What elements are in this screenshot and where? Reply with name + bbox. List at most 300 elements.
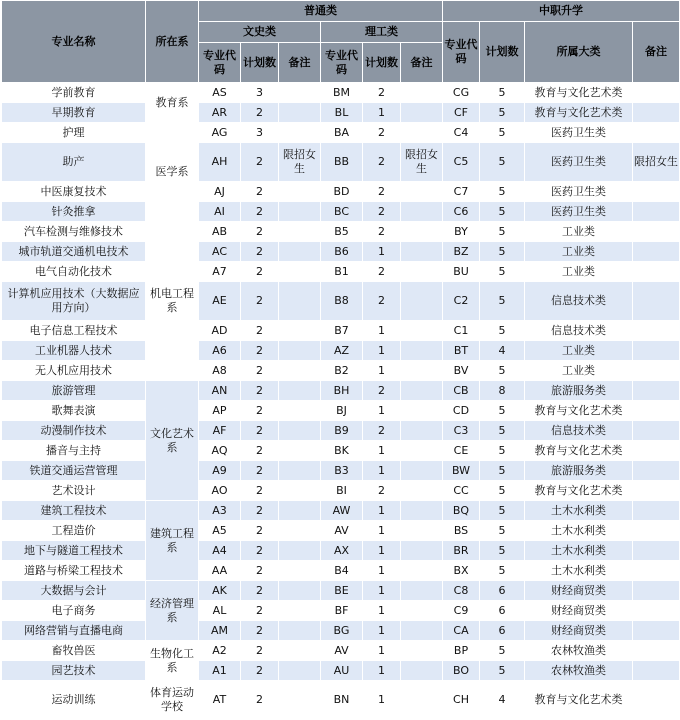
wen-code-cell: AQ bbox=[199, 441, 241, 461]
zz-note-cell bbox=[633, 641, 680, 661]
li-plan-cell: 1 bbox=[363, 501, 401, 521]
wen-code-cell: A3 bbox=[199, 501, 241, 521]
table-row bbox=[2, 401, 680, 421]
table-header bbox=[2, 1, 680, 83]
zz-note-cell bbox=[633, 561, 680, 581]
li-note-cell bbox=[401, 282, 443, 321]
li-note-cell bbox=[401, 321, 443, 341]
zz-plan-cell: 6 bbox=[480, 601, 525, 621]
wen-code-cell: AP bbox=[199, 401, 241, 421]
header-wen-note: 备注 bbox=[279, 43, 321, 83]
li-code-cell: BD bbox=[321, 182, 363, 202]
zz-category-cell: 医药卫生类 bbox=[525, 123, 633, 143]
li-plan-cell: 2 bbox=[363, 123, 401, 143]
li-note-cell bbox=[401, 641, 443, 661]
major-name-cell: 歌舞表演 bbox=[2, 401, 146, 421]
li-code-cell: BM bbox=[321, 83, 363, 103]
li-note-cell bbox=[401, 581, 443, 601]
zz-note-cell bbox=[633, 581, 680, 601]
zz-category-cell: 土木水利类 bbox=[525, 561, 633, 581]
header-li-note: 备注 bbox=[401, 43, 443, 83]
department-cell: 文化艺术系 bbox=[146, 381, 199, 501]
table-row bbox=[2, 461, 680, 481]
li-code-cell: B1 bbox=[321, 262, 363, 282]
li-code-cell: BJ bbox=[321, 401, 363, 421]
table-row bbox=[2, 501, 680, 521]
zz-plan-cell: 5 bbox=[480, 143, 525, 182]
zz-category-cell: 信息技术类 bbox=[525, 421, 633, 441]
li-note-cell bbox=[401, 661, 443, 681]
li-note-cell bbox=[401, 242, 443, 262]
zz-category-cell: 工业类 bbox=[525, 341, 633, 361]
wen-note-cell bbox=[279, 601, 321, 621]
zz-note-cell bbox=[633, 182, 680, 202]
li-code-cell: AV bbox=[321, 641, 363, 661]
zz-code-cell: CG bbox=[443, 83, 480, 103]
major-name-cell: 建筑工程技术 bbox=[2, 501, 146, 521]
li-plan-cell: 2 bbox=[363, 83, 401, 103]
zz-code-cell: BS bbox=[443, 521, 480, 541]
li-plan-cell: 1 bbox=[363, 521, 401, 541]
zz-note-cell bbox=[633, 123, 680, 143]
li-plan-cell: 1 bbox=[363, 681, 401, 720]
zz-category-cell: 农林牧渔类 bbox=[525, 661, 633, 681]
department-cell: 教育系 bbox=[146, 83, 199, 123]
zz-note-cell: 限招女生 bbox=[633, 143, 680, 182]
wen-note-cell bbox=[279, 641, 321, 661]
zz-category-cell: 医药卫生类 bbox=[525, 182, 633, 202]
wen-note-cell bbox=[279, 421, 321, 441]
wen-plan-cell: 2 bbox=[241, 461, 279, 481]
zz-note-cell bbox=[633, 222, 680, 242]
table-row bbox=[2, 262, 680, 282]
zz-plan-cell: 5 bbox=[480, 421, 525, 441]
zz-code-cell: C1 bbox=[443, 321, 480, 341]
li-note-cell bbox=[401, 541, 443, 561]
zz-plan-cell: 5 bbox=[480, 661, 525, 681]
zz-plan-cell: 5 bbox=[480, 242, 525, 262]
zz-note-cell bbox=[633, 282, 680, 321]
zz-note-cell bbox=[633, 441, 680, 461]
wen-code-cell: A7 bbox=[199, 262, 241, 282]
zz-category-cell: 旅游服务类 bbox=[525, 381, 633, 401]
li-plan-cell: 2 bbox=[363, 262, 401, 282]
wen-plan-cell: 2 bbox=[241, 481, 279, 501]
zz-category-cell: 土木水利类 bbox=[525, 501, 633, 521]
major-name-cell: 计算机应用技术（大数据应用方向） bbox=[2, 282, 146, 321]
major-name-cell: 地下与隧道工程技术 bbox=[2, 541, 146, 561]
major-name-cell: 电子商务 bbox=[2, 601, 146, 621]
wen-plan-cell: 2 bbox=[241, 262, 279, 282]
department-cell: 医学系 bbox=[146, 123, 199, 222]
li-plan-cell: 2 bbox=[363, 182, 401, 202]
zz-plan-cell: 6 bbox=[480, 581, 525, 601]
header-wen-plan: 计划数 bbox=[241, 43, 279, 83]
zz-code-cell: C9 bbox=[443, 601, 480, 621]
zz-code-cell: C5 bbox=[443, 143, 480, 182]
zz-category-cell: 土木水利类 bbox=[525, 521, 633, 541]
wen-note-cell bbox=[279, 361, 321, 381]
li-plan-cell: 1 bbox=[363, 321, 401, 341]
major-name-cell: 中医康复技术 bbox=[2, 182, 146, 202]
li-note-cell bbox=[401, 222, 443, 242]
zz-category-cell: 财经商贸类 bbox=[525, 621, 633, 641]
wen-plan-cell: 2 bbox=[241, 621, 279, 641]
wen-plan-cell: 2 bbox=[241, 381, 279, 401]
zz-plan-cell: 5 bbox=[480, 202, 525, 222]
zz-plan-cell: 5 bbox=[480, 83, 525, 103]
wen-note-cell bbox=[279, 681, 321, 720]
header-zz-note: 备注 bbox=[633, 22, 680, 83]
wen-code-cell: AF bbox=[199, 421, 241, 441]
wen-note-cell bbox=[279, 282, 321, 321]
header-zz-code: 专业代码 bbox=[443, 22, 480, 83]
wen-note-cell bbox=[279, 202, 321, 222]
zz-plan-cell: 5 bbox=[480, 441, 525, 461]
zz-category-cell: 教育与文化艺术类 bbox=[525, 481, 633, 501]
wen-note-cell bbox=[279, 341, 321, 361]
li-note-cell bbox=[401, 681, 443, 720]
wen-note-cell bbox=[279, 561, 321, 581]
wen-code-cell: AG bbox=[199, 123, 241, 143]
zz-note-cell bbox=[633, 341, 680, 361]
major-name-cell: 电气自动化技术 bbox=[2, 262, 146, 282]
wen-code-cell: AM bbox=[199, 621, 241, 641]
zz-plan-cell: 5 bbox=[480, 561, 525, 581]
li-note-cell bbox=[401, 341, 443, 361]
major-name-cell: 汽车检测与维修技术 bbox=[2, 222, 146, 242]
zz-note-cell bbox=[633, 321, 680, 341]
zz-plan-cell: 6 bbox=[480, 621, 525, 641]
wen-code-cell: AL bbox=[199, 601, 241, 621]
wen-plan-cell: 2 bbox=[241, 341, 279, 361]
li-note-cell bbox=[401, 361, 443, 381]
li-plan-cell: 2 bbox=[363, 222, 401, 242]
header-general: 普通类 bbox=[199, 1, 443, 22]
zz-note-cell bbox=[633, 401, 680, 421]
li-code-cell: B4 bbox=[321, 561, 363, 581]
li-note-cell: 限招女生 bbox=[401, 143, 443, 182]
li-note-cell bbox=[401, 521, 443, 541]
zz-code-cell: BX bbox=[443, 561, 480, 581]
wen-plan-cell: 2 bbox=[241, 561, 279, 581]
table-row bbox=[2, 481, 680, 501]
zz-plan-cell: 5 bbox=[480, 541, 525, 561]
wen-code-cell: AC bbox=[199, 242, 241, 262]
li-plan-cell: 1 bbox=[363, 541, 401, 561]
wen-plan-cell: 2 bbox=[241, 421, 279, 441]
wen-note-cell bbox=[279, 661, 321, 681]
table-row bbox=[2, 282, 680, 321]
li-code-cell: BA bbox=[321, 123, 363, 143]
zz-plan-cell: 5 bbox=[480, 641, 525, 661]
zz-plan-cell: 5 bbox=[480, 321, 525, 341]
wen-code-cell: AS bbox=[199, 83, 241, 103]
li-plan-cell: 1 bbox=[363, 561, 401, 581]
zz-note-cell bbox=[633, 202, 680, 222]
li-note-cell bbox=[401, 601, 443, 621]
wen-code-cell: AH bbox=[199, 143, 241, 182]
zz-note-cell bbox=[633, 361, 680, 381]
header-science: 理工类 bbox=[321, 22, 443, 43]
table-row bbox=[2, 541, 680, 561]
table-row bbox=[2, 621, 680, 641]
li-code-cell: BL bbox=[321, 103, 363, 123]
li-code-cell: BF bbox=[321, 601, 363, 621]
zz-note-cell bbox=[633, 521, 680, 541]
major-name-cell: 网络营销与直播电商 bbox=[2, 621, 146, 641]
wen-plan-cell: 2 bbox=[241, 581, 279, 601]
wen-code-cell: A1 bbox=[199, 661, 241, 681]
zz-code-cell: BV bbox=[443, 361, 480, 381]
zz-category-cell: 医药卫生类 bbox=[525, 143, 633, 182]
zz-note-cell bbox=[633, 381, 680, 401]
major-name-cell: 电子信息工程技术 bbox=[2, 321, 146, 341]
major-name-cell: 护理 bbox=[2, 123, 146, 143]
li-plan-cell: 2 bbox=[363, 143, 401, 182]
li-note-cell bbox=[401, 461, 443, 481]
table-row bbox=[2, 123, 680, 143]
table-row bbox=[2, 103, 680, 123]
wen-plan-cell: 2 bbox=[241, 661, 279, 681]
zz-code-cell: CC bbox=[443, 481, 480, 501]
li-code-cell: AX bbox=[321, 541, 363, 561]
zz-plan-cell: 5 bbox=[480, 103, 525, 123]
header-li-plan: 计划数 bbox=[363, 43, 401, 83]
zz-category-cell: 医药卫生类 bbox=[525, 202, 633, 222]
zz-plan-cell: 5 bbox=[480, 262, 525, 282]
major-name-cell: 播音与主持 bbox=[2, 441, 146, 461]
li-code-cell: AU bbox=[321, 661, 363, 681]
wen-note-cell bbox=[279, 441, 321, 461]
wen-plan-cell: 2 bbox=[241, 242, 279, 262]
wen-code-cell: AK bbox=[199, 581, 241, 601]
zz-category-cell: 工业类 bbox=[525, 222, 633, 242]
zz-code-cell: C4 bbox=[443, 123, 480, 143]
li-note-cell bbox=[401, 182, 443, 202]
major-name-cell: 无人机应用技术 bbox=[2, 361, 146, 381]
zz-plan-cell: 5 bbox=[480, 282, 525, 321]
li-plan-cell: 1 bbox=[363, 641, 401, 661]
wen-note-cell bbox=[279, 182, 321, 202]
li-plan-cell: 1 bbox=[363, 401, 401, 421]
zz-code-cell: BY bbox=[443, 222, 480, 242]
table-row bbox=[2, 581, 680, 601]
wen-note-cell bbox=[279, 262, 321, 282]
li-note-cell bbox=[401, 561, 443, 581]
department-cell: 经济管理系 bbox=[146, 581, 199, 641]
table-row bbox=[2, 222, 680, 242]
wen-code-cell: AE bbox=[199, 282, 241, 321]
wen-plan-cell: 2 bbox=[241, 143, 279, 182]
enrollment-plan-table bbox=[1, 0, 680, 720]
wen-code-cell: AB bbox=[199, 222, 241, 242]
zz-category-cell: 信息技术类 bbox=[525, 282, 633, 321]
li-plan-cell: 1 bbox=[363, 341, 401, 361]
li-plan-cell: 1 bbox=[363, 581, 401, 601]
zz-plan-cell: 5 bbox=[480, 401, 525, 421]
table-row bbox=[2, 381, 680, 401]
zz-plan-cell: 5 bbox=[480, 182, 525, 202]
zz-code-cell: C6 bbox=[443, 202, 480, 222]
li-code-cell: BG bbox=[321, 621, 363, 641]
zz-plan-cell: 5 bbox=[480, 361, 525, 381]
major-name-cell: 工程造价 bbox=[2, 521, 146, 541]
zz-category-cell: 农林牧渔类 bbox=[525, 641, 633, 661]
li-code-cell: B6 bbox=[321, 242, 363, 262]
major-name-cell: 针灸推拿 bbox=[2, 202, 146, 222]
zz-category-cell: 教育与文化艺术类 bbox=[525, 83, 633, 103]
major-name-cell: 道路与桥梁工程技术 bbox=[2, 561, 146, 581]
wen-code-cell: AJ bbox=[199, 182, 241, 202]
zz-note-cell bbox=[633, 83, 680, 103]
wen-plan-cell: 2 bbox=[241, 601, 279, 621]
header-department: 所在系 bbox=[146, 1, 199, 83]
header-zz-category: 所属大类 bbox=[525, 22, 633, 83]
wen-code-cell: A8 bbox=[199, 361, 241, 381]
zz-plan-cell: 8 bbox=[480, 381, 525, 401]
zz-code-cell: BQ bbox=[443, 501, 480, 521]
major-name-cell: 园艺技术 bbox=[2, 661, 146, 681]
li-plan-cell: 1 bbox=[363, 441, 401, 461]
zz-code-cell: CE bbox=[443, 441, 480, 461]
header-zz-plan: 计划数 bbox=[480, 22, 525, 83]
li-note-cell bbox=[401, 501, 443, 521]
zz-category-cell: 旅游服务类 bbox=[525, 461, 633, 481]
table-row bbox=[2, 641, 680, 661]
wen-note-cell bbox=[279, 381, 321, 401]
zz-code-cell: CF bbox=[443, 103, 480, 123]
li-code-cell: BH bbox=[321, 381, 363, 401]
zz-code-cell: C7 bbox=[443, 182, 480, 202]
wen-plan-cell: 2 bbox=[241, 222, 279, 242]
wen-code-cell: AN bbox=[199, 381, 241, 401]
table-row bbox=[2, 661, 680, 681]
zz-plan-cell: 4 bbox=[480, 341, 525, 361]
li-code-cell: B8 bbox=[321, 282, 363, 321]
department-cell: 生物化工系 bbox=[146, 641, 199, 681]
wen-plan-cell: 2 bbox=[241, 321, 279, 341]
zz-category-cell: 土木水利类 bbox=[525, 541, 633, 561]
wen-plan-cell: 2 bbox=[241, 401, 279, 421]
zz-note-cell bbox=[633, 103, 680, 123]
table-row bbox=[2, 321, 680, 341]
major-name-cell: 大数据与会计 bbox=[2, 581, 146, 601]
table-row bbox=[2, 202, 680, 222]
major-name-cell: 艺术设计 bbox=[2, 481, 146, 501]
zz-plan-cell: 4 bbox=[480, 681, 525, 720]
header-wen-code: 专业代码 bbox=[199, 43, 241, 83]
zz-plan-cell: 5 bbox=[480, 521, 525, 541]
zz-note-cell bbox=[633, 262, 680, 282]
table-row bbox=[2, 361, 680, 381]
li-code-cell: B9 bbox=[321, 421, 363, 441]
li-plan-cell: 2 bbox=[363, 381, 401, 401]
wen-plan-cell: 2 bbox=[241, 541, 279, 561]
li-note-cell bbox=[401, 123, 443, 143]
zz-note-cell bbox=[633, 661, 680, 681]
li-note-cell bbox=[401, 202, 443, 222]
wen-note-cell bbox=[279, 321, 321, 341]
wen-note-cell bbox=[279, 222, 321, 242]
zz-note-cell bbox=[633, 421, 680, 441]
zz-category-cell: 教育与文化艺术类 bbox=[525, 401, 633, 421]
li-code-cell: BI bbox=[321, 481, 363, 501]
li-plan-cell: 1 bbox=[363, 242, 401, 262]
wen-note-cell bbox=[279, 621, 321, 641]
zz-code-cell: CB bbox=[443, 381, 480, 401]
major-name-cell: 学前教育 bbox=[2, 83, 146, 103]
li-note-cell bbox=[401, 83, 443, 103]
li-code-cell: BN bbox=[321, 681, 363, 720]
zz-plan-cell: 5 bbox=[480, 222, 525, 242]
zz-plan-cell: 5 bbox=[480, 461, 525, 481]
major-name-cell: 助产 bbox=[2, 143, 146, 182]
zz-code-cell: CA bbox=[443, 621, 480, 641]
li-code-cell: B3 bbox=[321, 461, 363, 481]
li-plan-cell: 1 bbox=[363, 661, 401, 681]
wen-code-cell: A5 bbox=[199, 521, 241, 541]
li-code-cell: AW bbox=[321, 501, 363, 521]
li-plan-cell: 2 bbox=[363, 202, 401, 222]
header-liberal-arts: 文史类 bbox=[199, 22, 321, 43]
zz-plan-cell: 5 bbox=[480, 481, 525, 501]
wen-code-cell: AD bbox=[199, 321, 241, 341]
zz-code-cell: BU bbox=[443, 262, 480, 282]
wen-code-cell: AI bbox=[199, 202, 241, 222]
major-name-cell: 工业机器人技术 bbox=[2, 341, 146, 361]
zz-code-cell: CD bbox=[443, 401, 480, 421]
major-name-cell: 城市轨道交通机电技术 bbox=[2, 242, 146, 262]
zz-code-cell: BW bbox=[443, 461, 480, 481]
wen-plan-cell: 2 bbox=[241, 501, 279, 521]
wen-plan-cell: 2 bbox=[241, 521, 279, 541]
major-name-cell: 旅游管理 bbox=[2, 381, 146, 401]
table-body bbox=[2, 83, 680, 720]
zz-category-cell: 教育与文化艺术类 bbox=[525, 441, 633, 461]
wen-note-cell bbox=[279, 83, 321, 103]
department-cell: 建筑工程系 bbox=[146, 501, 199, 581]
wen-code-cell: A9 bbox=[199, 461, 241, 481]
department-cell: 机电工程系 bbox=[146, 222, 199, 381]
major-name-cell: 畜牧兽医 bbox=[2, 641, 146, 661]
li-code-cell: BK bbox=[321, 441, 363, 461]
zz-category-cell: 工业类 bbox=[525, 242, 633, 262]
zz-code-cell: C2 bbox=[443, 282, 480, 321]
wen-plan-cell: 3 bbox=[241, 83, 279, 103]
li-code-cell: B2 bbox=[321, 361, 363, 381]
zz-plan-cell: 5 bbox=[480, 501, 525, 521]
wen-note-cell bbox=[279, 541, 321, 561]
li-note-cell bbox=[401, 381, 443, 401]
table-row bbox=[2, 83, 680, 103]
li-note-cell bbox=[401, 103, 443, 123]
zz-category-cell: 财经商贸类 bbox=[525, 581, 633, 601]
zz-note-cell bbox=[633, 601, 680, 621]
li-plan-cell: 1 bbox=[363, 601, 401, 621]
zz-note-cell bbox=[633, 461, 680, 481]
zz-code-cell: BO bbox=[443, 661, 480, 681]
wen-note-cell bbox=[279, 242, 321, 262]
wen-note-cell bbox=[279, 461, 321, 481]
wen-note-cell: 限招女生 bbox=[279, 143, 321, 182]
header-major-name: 专业名称 bbox=[2, 1, 146, 83]
wen-plan-cell: 2 bbox=[241, 182, 279, 202]
li-code-cell: BE bbox=[321, 581, 363, 601]
wen-note-cell bbox=[279, 401, 321, 421]
zz-note-cell bbox=[633, 621, 680, 641]
wen-note-cell bbox=[279, 481, 321, 501]
